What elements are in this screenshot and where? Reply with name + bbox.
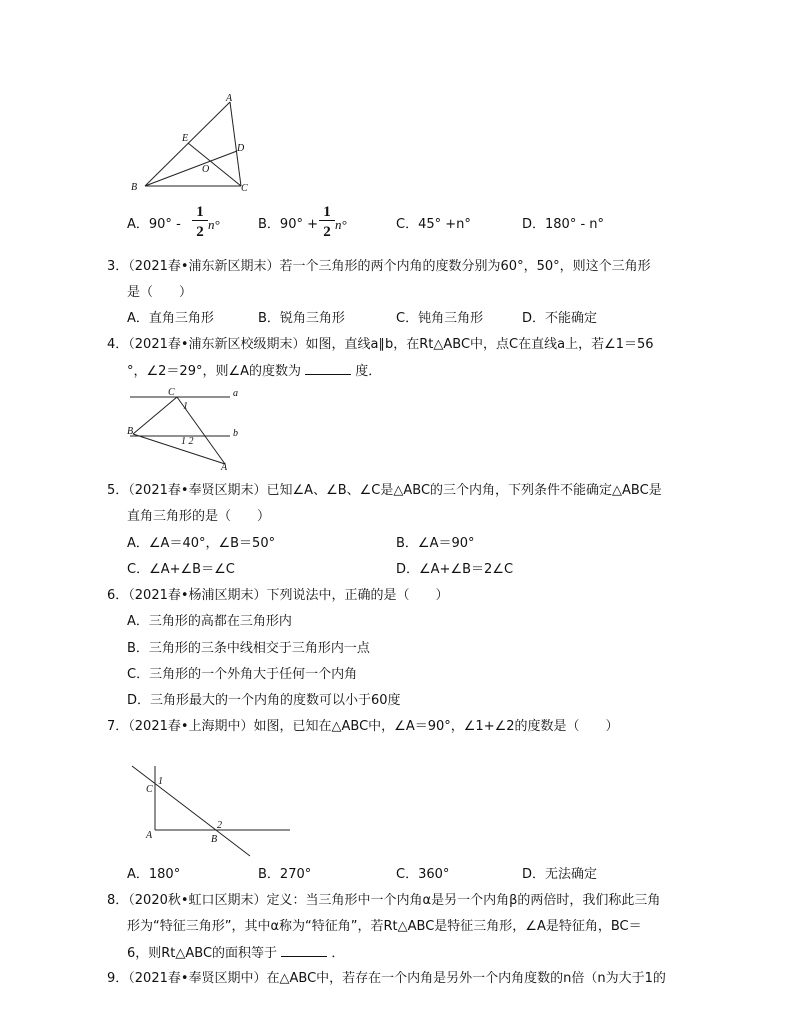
q4-stem-line2: °，∠2＝29°，则∠A的度数为 度． [127, 364, 382, 379]
q2-option-a-suffix: n° [208, 217, 220, 232]
q2-option-a: A．90° - [127, 217, 181, 232]
q7-option-a: A．180° [127, 867, 181, 882]
q7-option-d: D．无法确定 [522, 867, 598, 882]
q6-option-d: D．三角形最大的一个内角的度数可以小于60度 [127, 693, 401, 708]
q5-option-c: C．∠A+∠B＝∠C [127, 562, 235, 577]
q5-option-d: D．∠A+∠B＝2∠C [396, 562, 514, 577]
fraction-denominator: 2 [323, 224, 331, 240]
q2-fraction-a [192, 205, 208, 240]
answer-blank[interactable] [305, 362, 351, 375]
fig-label-angle2: 1 2 [181, 436, 194, 447]
q5-stem-line1: 5．（2021春•奉贤区期末）已知∠A、∠B、∠C是△ABC的三个内角，下列条件不能确定△ABC是 [107, 483, 662, 498]
fraction-numerator: 1 [192, 205, 208, 221]
fig-label-angle1: 1 [183, 401, 188, 412]
q2-fraction-b [319, 205, 335, 240]
fig-label-c: C [168, 387, 175, 398]
fig-label-o: O [202, 164, 210, 175]
q9-stem-line1: 9．（2021春•奉贤区期中）在△ABC中，若存在一个内角是另外一个内角度数的n倍（n为大于1的 [107, 971, 666, 986]
fig-label-d: D [237, 143, 245, 154]
q3-option-d: D．不能确定 [522, 311, 598, 326]
fig-label-c: C [146, 784, 153, 795]
q2-option-c: C．45° +n° [396, 217, 471, 232]
triangle-figure-q2 [125, 92, 265, 194]
fig-label-line-a: a [233, 388, 238, 399]
fig-label-a: A [221, 462, 228, 472]
fig-label-c: C [241, 183, 248, 194]
q6-option-a: A．三角形的高都在三角形内 [127, 614, 292, 629]
q4-stem-line1: 4．（2021春•浦东新区校级期末）如图，直线a∥b，在Rt△ABC中，点C在直线a上，若∠1＝56 [107, 337, 654, 352]
q5-option-a: A．∠A＝40°，∠B＝50° [127, 536, 276, 551]
fig-label-b: B [211, 834, 218, 845]
q2-option-d: D．180° - n° [522, 217, 605, 232]
q3-stem-line2: 是（ ） [127, 285, 193, 300]
fraction-denominator: 2 [196, 224, 204, 240]
fig-label-angle2: 2 [217, 820, 222, 831]
q3-option-b: B．锐角三角形 [258, 311, 345, 326]
fig-label-a: A [146, 830, 153, 841]
fig-label-angle1: 1 [158, 776, 163, 787]
q3-stem-line1: 3．（2021春•浦东新区期末）若一个三角形的两个内角的度数分别为60°，50°，则这个三角形 [107, 259, 651, 274]
q8-stem-line2: 形为“特征三角形”，其中α称为“特征角”，若Rt△ABC是特征三角形，∠A是特征角，BC＝ [127, 919, 642, 934]
fraction-numerator: 1 [319, 205, 335, 221]
answer-blank[interactable] [281, 944, 327, 957]
fig-label-b: B [127, 426, 134, 437]
right-angle-figure-q7 [125, 758, 300, 860]
q8-stem-line3: 6，则Rt△ABC的面积等于 ． [127, 946, 345, 961]
fig-label-e: E [182, 133, 189, 144]
q3-option-a: A．直角三角形 [127, 311, 214, 326]
q5-option-b: B．∠A＝90° [396, 536, 475, 551]
fig-label-a: A [226, 93, 233, 104]
q7-option-c: C．360° [396, 867, 450, 882]
fig-label-line-b: b [233, 428, 238, 439]
q7-option-b: B．270° [258, 867, 312, 882]
q6-option-b: B．三角形的三条中线相交于三角形内一点 [127, 641, 370, 656]
q2-option-b: B．90° + [258, 217, 318, 232]
parallel-lines-figure-q4 [125, 386, 270, 472]
q6-option-c: C．三角形的一个外角大于任何一个内角 [127, 667, 358, 682]
fig-label-b: B [131, 182, 138, 193]
q3-option-c: C．钝角三角形 [396, 311, 484, 326]
q2-option-b-suffix: n° [335, 217, 347, 232]
q5-stem-line2: 直角三角形的是（ ） [127, 509, 271, 524]
q8-stem-line1: 8．（2020秋•虹口区期末）定义：当三角形中一个内角α是另一个内角β的两倍时，我们称此三角 [107, 893, 661, 908]
q6-stem-line1: 6．（2021春•杨浦区期末）下列说法中，正确的是（ ） [107, 588, 449, 603]
q7-stem-line1: 7．（2021春•上海期中）如图，已知在△ABC中，∠A＝90°，∠1+∠2的度数是（ ） [107, 719, 619, 734]
